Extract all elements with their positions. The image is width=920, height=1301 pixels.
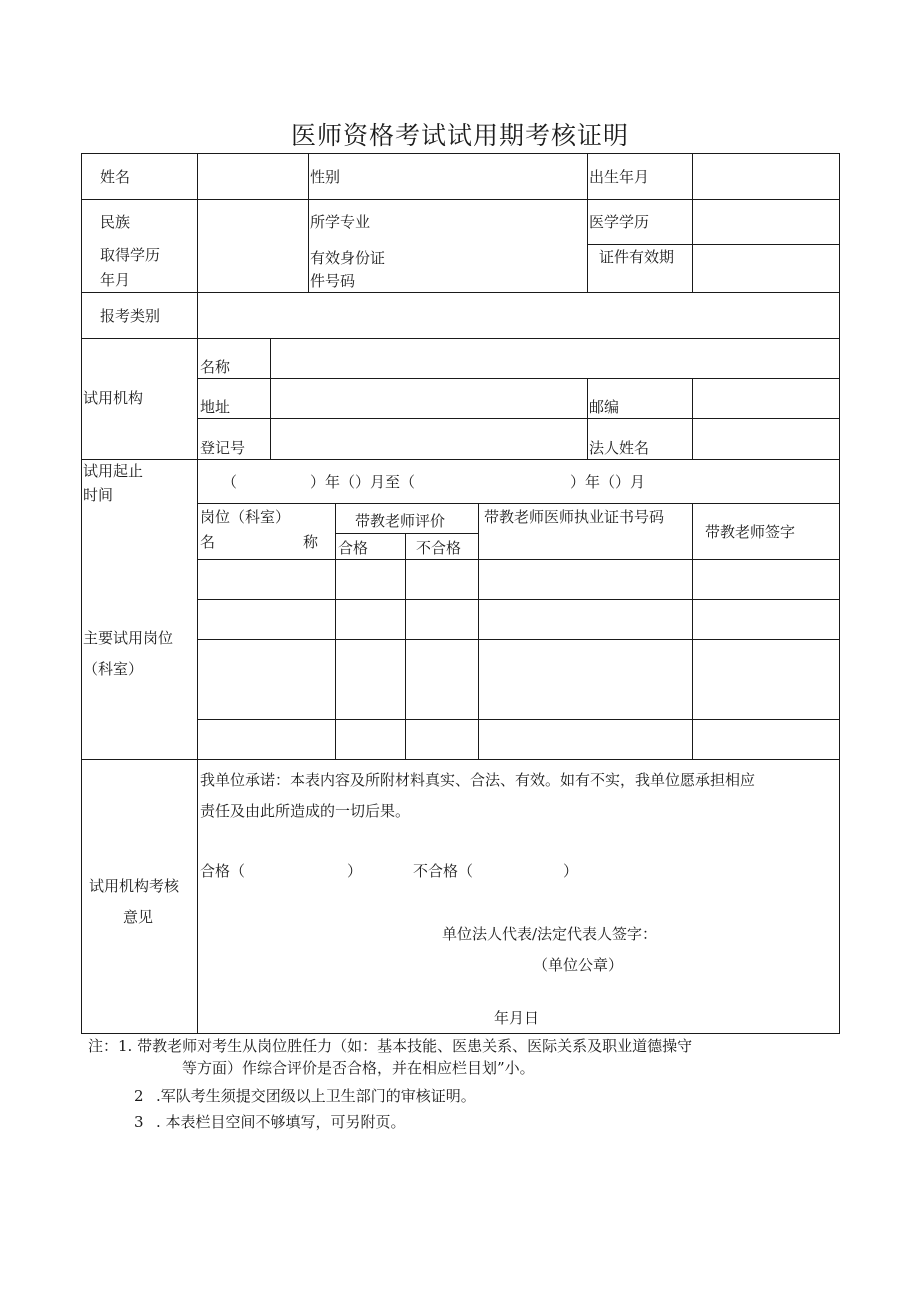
label-opinion: 试用机构考核 xyxy=(89,877,180,895)
label-major: 所学专业 xyxy=(310,213,371,231)
rule xyxy=(335,503,336,759)
label-reg-number: 登记号 xyxy=(200,439,246,457)
label-id-number-2: 件号码 xyxy=(310,272,356,290)
label-period-2: 时间 xyxy=(83,486,114,504)
choice-fail-close: ） xyxy=(563,862,579,880)
label-id-validity: 证件有效期 xyxy=(599,248,675,266)
period-open: （ xyxy=(222,473,238,491)
header-signature: 带教老师签字 xyxy=(705,523,796,541)
legal-signature: 单位法人代表/法定代表人签字： xyxy=(442,925,658,943)
sign-date: 年月日 xyxy=(494,1009,540,1027)
label-main-post: 主要试用岗位 xyxy=(83,629,174,647)
rule xyxy=(587,378,588,459)
header-post: 岗位（科室） xyxy=(200,508,291,526)
note-1-line-2: 等方面）作综合评价是否合格，并在相应栏目划”小。 xyxy=(182,1059,535,1077)
label-education: 医学学历 xyxy=(589,213,650,231)
form-title: 医师资格考试试用期考核证明 xyxy=(290,121,629,150)
rule xyxy=(197,639,840,640)
pledge-line-1: 我单位承诺：本表内容及所附材料真实、合法、有效。如有不实，我单位愿承担相应 xyxy=(200,771,756,789)
rule xyxy=(587,244,840,245)
rule xyxy=(81,199,840,200)
rule xyxy=(692,503,693,759)
border-bottom xyxy=(81,1033,840,1034)
note-3: . 本表栏目空间不够填写，可另附页。 xyxy=(156,1113,406,1131)
label-main-post-2: （科室） xyxy=(83,660,144,678)
label-ethnicity: 民族 xyxy=(100,213,131,231)
rule xyxy=(336,533,479,534)
rule xyxy=(81,338,840,339)
rule xyxy=(270,338,271,459)
rule xyxy=(197,503,840,504)
rule xyxy=(692,153,693,292)
unit-seal: （单位公章） xyxy=(533,956,624,974)
label-legal-person: 法人姓名 xyxy=(589,439,650,457)
note-2-number: 2 xyxy=(134,1087,144,1105)
period-middle: ）年（）月至（ xyxy=(310,473,416,491)
header-license: 带教老师医师执业证书号码 xyxy=(484,508,665,526)
header-post-2b: 称 xyxy=(303,533,319,551)
label-inst-address: 地址 xyxy=(200,398,231,416)
rule xyxy=(197,599,840,600)
label-opinion-2: 意见 xyxy=(123,908,154,926)
border-left xyxy=(81,153,82,1034)
header-evaluation: 带教老师评价 xyxy=(355,512,446,530)
label-period: 试用起止 xyxy=(83,462,144,480)
label-inst-name: 名称 xyxy=(200,358,231,376)
label-name: 姓名 xyxy=(100,168,131,186)
pledge-line-2: 责任及由此所造成的一切后果。 xyxy=(200,802,411,820)
rule xyxy=(81,459,840,460)
label-exam-category: 报考类别 xyxy=(100,307,161,325)
label-gender: 性别 xyxy=(310,168,341,186)
header-pass: 合格 xyxy=(338,539,369,557)
rule xyxy=(478,503,479,759)
label-postcode: 邮编 xyxy=(589,398,620,416)
rule xyxy=(197,418,840,419)
rule xyxy=(405,533,406,759)
label-birth: 出生年月 xyxy=(589,168,650,186)
rule xyxy=(692,378,693,459)
rule xyxy=(308,153,309,292)
rule xyxy=(81,759,840,760)
note-3-number: 3 xyxy=(134,1113,144,1131)
border-top xyxy=(81,153,840,154)
rule xyxy=(587,153,588,292)
border-right xyxy=(839,153,840,1034)
note-2: .军队考生须提交团级以上卫生部门的审核证明。 xyxy=(156,1087,476,1105)
note-1-line-1: 注：1. 带教老师对考生从岗位胜任力（如：基本技能、医患关系、医际关系及职业道德操守 xyxy=(88,1037,693,1055)
rule xyxy=(197,378,840,379)
choice-fail: 不合格（ xyxy=(413,862,474,880)
rule xyxy=(197,559,840,560)
label-institution: 试用机构 xyxy=(83,389,144,407)
period-end: ）年（）月 xyxy=(570,473,646,491)
label-degree-date-2: 年月 xyxy=(100,271,131,289)
choice-pass-close: ） xyxy=(347,862,363,880)
rule xyxy=(197,153,198,1034)
rule xyxy=(197,719,840,720)
rule xyxy=(81,292,840,293)
label-id-number: 有效身份证 xyxy=(310,249,386,267)
choice-pass: 合格（ xyxy=(200,862,246,880)
header-fail: 不合格 xyxy=(416,539,462,557)
header-post-2a: 名 xyxy=(200,533,216,551)
label-degree-date: 取得学历 xyxy=(100,246,161,264)
